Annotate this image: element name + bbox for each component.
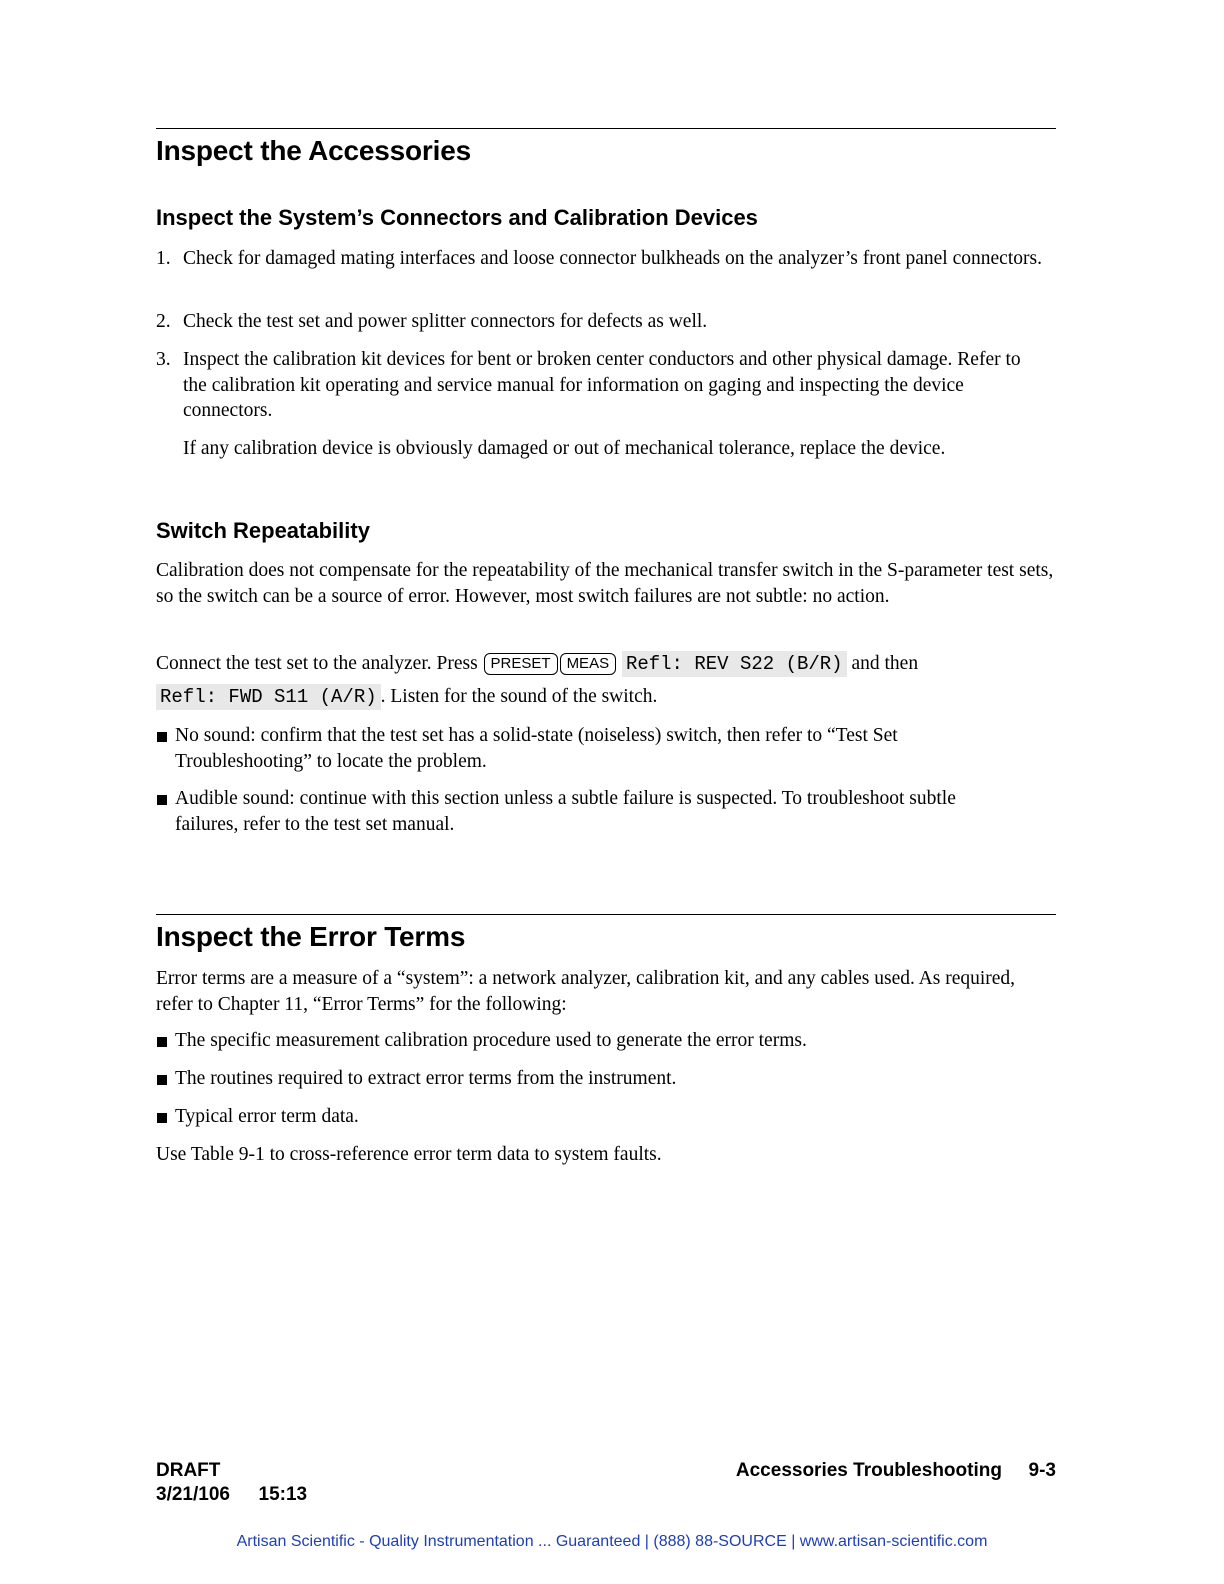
paragraph: Error terms are a measure of a “system”: a network analyzer, calibration kit, and any cables used. As required, refer to Chapter 11, “Error Terms” for the following: bbox=[156, 968, 1016, 1015]
bullet-item bbox=[156, 723, 1056, 774]
footer-draft: DRAFT bbox=[156, 1460, 221, 1481]
connect-suffix-text: . Listen for the sound of the switch. bbox=[380, 686, 658, 707]
list-item bbox=[156, 347, 1056, 424]
footer-timestamp bbox=[156, 1483, 307, 1507]
footer-chapter-title: Accessories Troubleshooting bbox=[735, 1460, 1002, 1481]
preset-key[interactable]: PRESET bbox=[484, 653, 558, 675]
softkey-refl-rev-s22[interactable]: Refl: REV S22 (B/R) bbox=[622, 651, 847, 677]
footer-page-number: 9-3 bbox=[1028, 1460, 1056, 1481]
bullet-item bbox=[156, 1104, 1056, 1130]
softkey-refl-fwd-s11[interactable]: Refl: FWD S11 (A/R) bbox=[156, 684, 381, 710]
list-item-text: Inspect the calibration kit devices for bent or broken center conductors and other physical damage. Refer to the calibration kit operating and service manual for information on gaging and inspecting the device connectors. bbox=[183, 349, 1021, 421]
bullet-text: No sound: confirm that the test set has a solid-state (noiseless) switch, then refer to “Test Set Troubleshooting” to locate the problem. bbox=[175, 725, 898, 772]
bullet-square-icon bbox=[157, 795, 167, 805]
footer-chapter bbox=[736, 1459, 1056, 1483]
connect-instructions bbox=[156, 647, 1056, 713]
section-title-accessories: Inspect the Accessories bbox=[156, 135, 471, 166]
subsection-title-connectors: Inspect the System’s Connectors and Calibration Devices bbox=[156, 205, 758, 230]
subsection-title-switch: Switch Repeatability bbox=[156, 518, 370, 543]
list-item-number: 2. bbox=[156, 311, 171, 332]
bullet-text: The routines required to extract error terms from the instrument. bbox=[175, 1068, 677, 1089]
and-then-text: and then bbox=[851, 653, 919, 674]
bullet-square-icon bbox=[157, 1113, 167, 1123]
bullet-item bbox=[156, 1028, 1056, 1054]
footer-date: 3/21/106 bbox=[156, 1484, 230, 1505]
list-item-number: 3. bbox=[156, 349, 171, 370]
bullet-text: The specific measurement calibration procedure used to generate the error terms. bbox=[175, 1030, 807, 1051]
paragraph: Use Table 9-1 to cross-reference error term data to system faults. bbox=[156, 1144, 662, 1165]
list-item-note bbox=[156, 436, 1056, 462]
list-item bbox=[156, 246, 1056, 272]
bullet-square-icon bbox=[157, 732, 167, 742]
bullet-text: Audible sound: continue with this section unless a subtle failure is suspected. To troubleshoot subtle failures, refer to the test set manual. bbox=[175, 788, 956, 835]
bullet-item bbox=[156, 786, 1056, 837]
connect-prefix-text: Connect the test set to the analyzer. Press bbox=[156, 653, 478, 674]
list-item-text: Check for damaged mating interfaces and loose connector bulkheads on the analyzer’s front panel connectors. bbox=[183, 248, 1042, 269]
footer-time: 15:13 bbox=[258, 1484, 308, 1505]
vendor-banner[interactable]: Artisan Scientific - Quality Instrumentation ... Guaranteed | (888) 88-SOURCE | www.artisan-scientific.com bbox=[236, 1533, 988, 1550]
paragraph: Calibration does not compensate for the repeatability of the mechanical transfer switch in the S-parameter test sets, so the switch can be a source of error. However, most switch failures are not subtle: no action. bbox=[156, 560, 1054, 607]
section-divider bbox=[156, 914, 1056, 915]
bullet-square-icon bbox=[157, 1037, 167, 1047]
bullet-square-icon bbox=[157, 1075, 167, 1085]
meas-key[interactable]: MEAS bbox=[560, 653, 617, 675]
list-item-number: 1. bbox=[156, 248, 171, 269]
section-divider bbox=[156, 128, 1056, 129]
bullet-text: Typical error term data. bbox=[175, 1106, 359, 1127]
list-item bbox=[156, 309, 1056, 335]
list-item-text: Check the test set and power splitter connectors for defects as well. bbox=[183, 311, 708, 332]
bullet-item bbox=[156, 1066, 1056, 1092]
section-title-error-terms: Inspect the Error Terms bbox=[156, 921, 466, 952]
note-text: If any calibration device is obviously damaged or out of mechanical tolerance, replace the device. bbox=[183, 438, 946, 459]
